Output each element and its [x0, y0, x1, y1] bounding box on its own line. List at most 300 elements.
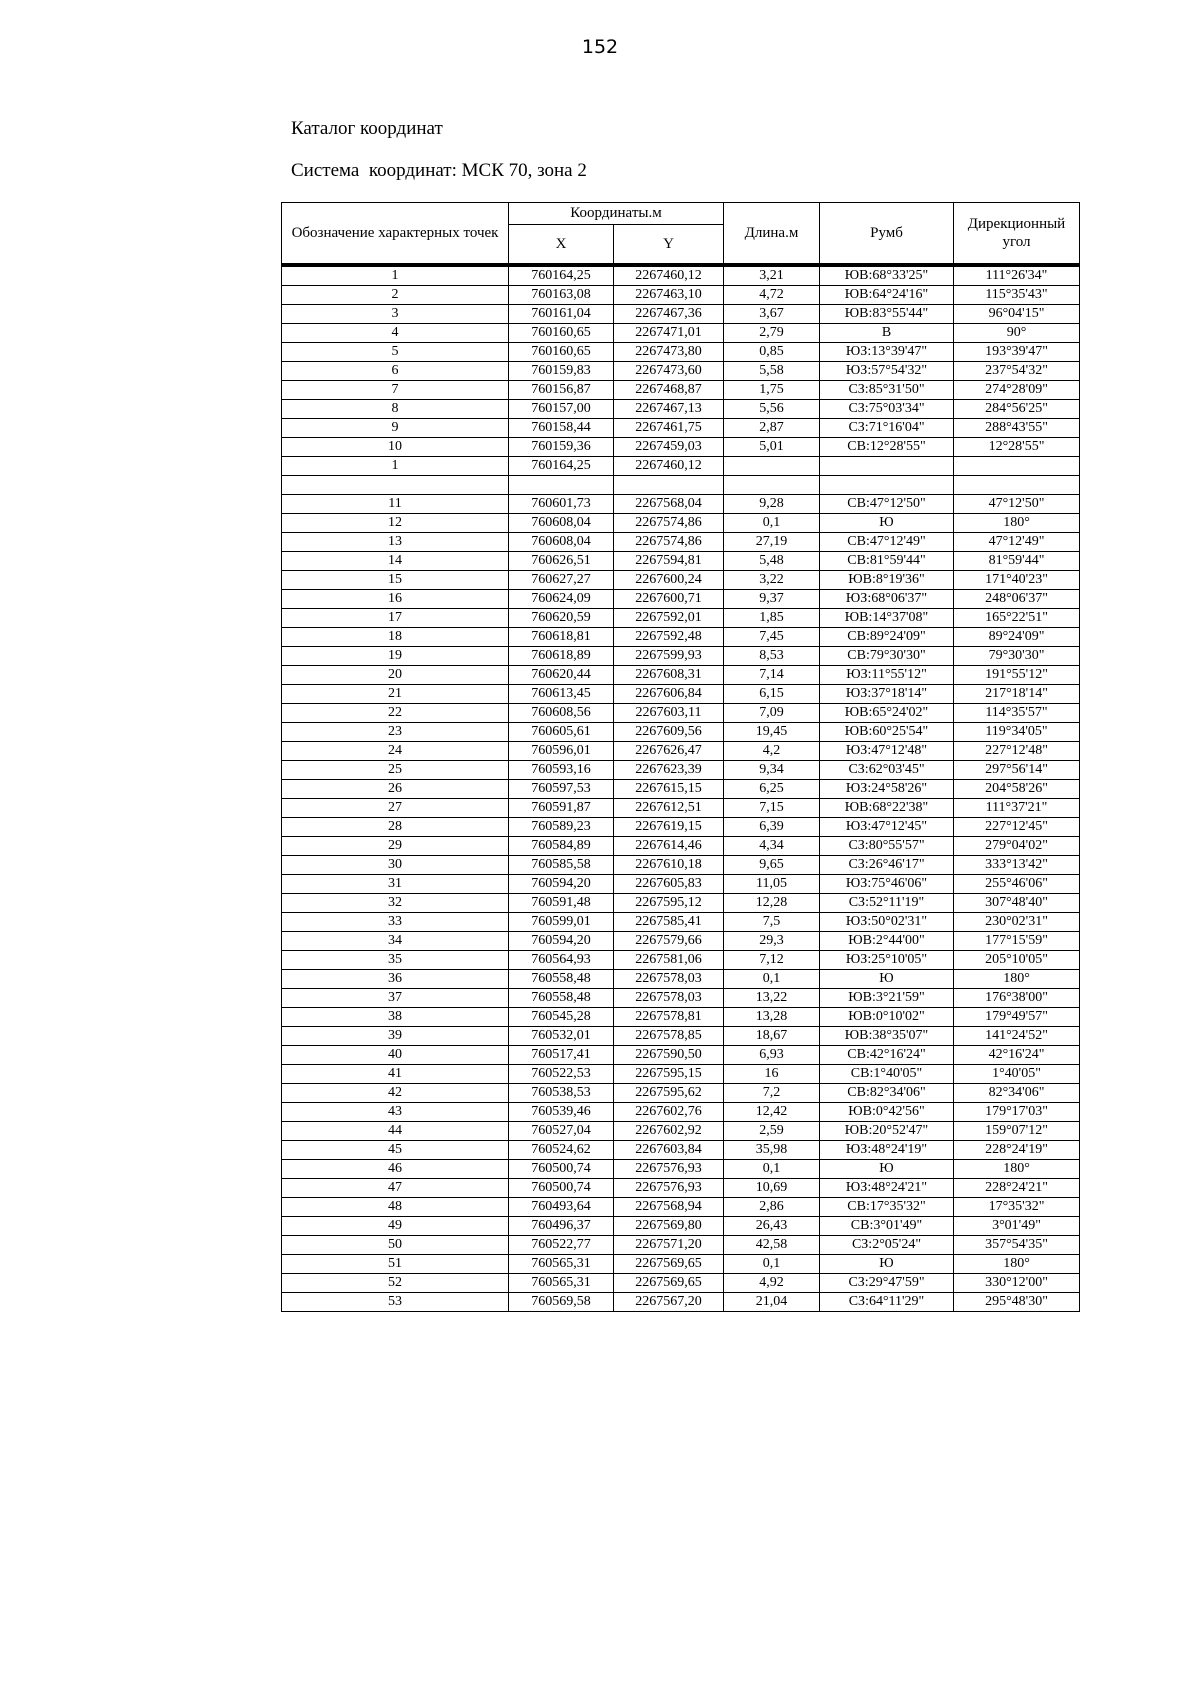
table-row: [282, 457, 1080, 476]
cell-y: 2267608,31: [614, 666, 724, 685]
cell-angle: 81°59'44": [954, 552, 1080, 571]
cell-rumb: ЮВ:65°24'02": [820, 704, 954, 723]
cell-x: 760500,74: [509, 1160, 614, 1179]
cell-y: 2267569,65: [614, 1274, 724, 1293]
table-row: [282, 495, 1080, 514]
cell-point: 42: [282, 1084, 509, 1103]
cell-x: 760585,58: [509, 856, 614, 875]
table-row: [282, 400, 1080, 419]
cell-rumb: СВ:42°16'24": [820, 1046, 954, 1065]
cell-x: 760627,27: [509, 571, 614, 590]
cell-x: 760157,00: [509, 400, 614, 419]
cell-angle: 171°40'23": [954, 571, 1080, 590]
table-row: [282, 647, 1080, 666]
cell-x: 760164,25: [509, 457, 614, 476]
cell-angle: 17°35'32": [954, 1198, 1080, 1217]
cell-angle: 279°04'02": [954, 837, 1080, 856]
cell-x: 760594,20: [509, 932, 614, 951]
cell-length: 9,28: [724, 495, 820, 514]
table-row: [282, 761, 1080, 780]
table-row: [282, 533, 1080, 552]
cell-point: 16: [282, 590, 509, 609]
cell-length: 5,56: [724, 400, 820, 419]
cell-angle: 47°12'49": [954, 533, 1080, 552]
cell-x: 760500,74: [509, 1179, 614, 1198]
cell-angle: 165°22'51": [954, 609, 1080, 628]
table-row: [282, 1046, 1080, 1065]
table-row: [282, 951, 1080, 970]
cell-point: 24: [282, 742, 509, 761]
cell-y: 2267459,03: [614, 438, 724, 457]
table-row: [282, 723, 1080, 742]
cell-y: 2267574,86: [614, 533, 724, 552]
cell-point: 18: [282, 628, 509, 647]
cell-rumb: СЗ:2°05'24": [820, 1236, 954, 1255]
cell-x: 760596,01: [509, 742, 614, 761]
cell-length: 9,37: [724, 590, 820, 609]
cell-y: 2267623,39: [614, 761, 724, 780]
cell-length: 3,67: [724, 305, 820, 324]
cell-length: 9,34: [724, 761, 820, 780]
cell-x: [509, 476, 614, 495]
cell-point: 3: [282, 305, 509, 324]
cell-x: 760599,01: [509, 913, 614, 932]
cell-rumb: ЮЗ:37°18'14": [820, 685, 954, 704]
cell-x: 760558,48: [509, 989, 614, 1008]
cell-rumb: СВ:3°01'49": [820, 1217, 954, 1236]
cell-y: 2267610,18: [614, 856, 724, 875]
cell-rumb: СВ:81°59'44": [820, 552, 954, 571]
table-row: [282, 1160, 1080, 1179]
cell-rumb: ЮЗ:57°54'32": [820, 362, 954, 381]
cell-length: 5,48: [724, 552, 820, 571]
cell-rumb: ЮЗ:50°02'31": [820, 913, 954, 932]
cell-length: 4,2: [724, 742, 820, 761]
cell-y: 2267605,83: [614, 875, 724, 894]
cell-point: 46: [282, 1160, 509, 1179]
cell-length: 4,34: [724, 837, 820, 856]
cell-y: 2267595,62: [614, 1084, 724, 1103]
table-row: [282, 514, 1080, 533]
table-row: [282, 666, 1080, 685]
cell-length: 1,85: [724, 609, 820, 628]
cell-point: 37: [282, 989, 509, 1008]
cell-point: 40: [282, 1046, 509, 1065]
cell-point: 51: [282, 1255, 509, 1274]
cell-rumb: ЮВ:60°25'54": [820, 723, 954, 742]
cell-point: 1: [282, 267, 509, 286]
cell-y: 2267602,76: [614, 1103, 724, 1122]
header-coordinates: Координаты.м: [509, 203, 724, 225]
cell-angle: 180°: [954, 514, 1080, 533]
cell-rumb: ЮЗ:11°55'12": [820, 666, 954, 685]
cell-rumb: [820, 457, 954, 476]
cell-rumb: СЗ:85°31'50": [820, 381, 954, 400]
cell-y: 2267599,93: [614, 647, 724, 666]
cell-point: 1: [282, 457, 509, 476]
cell-rumb: ЮВ:3°21'59": [820, 989, 954, 1008]
cell-angle: 90°: [954, 324, 1080, 343]
cell-angle: 89°24'09": [954, 628, 1080, 647]
cell-point: 48: [282, 1198, 509, 1217]
cell-x: 760569,58: [509, 1293, 614, 1312]
cell-x: 760493,64: [509, 1198, 614, 1217]
cell-x: 760626,51: [509, 552, 614, 571]
cell-rumb: ЮЗ:75°46'06": [820, 875, 954, 894]
cell-point: 47: [282, 1179, 509, 1198]
cell-rumb: ЮЗ:47°12'45": [820, 818, 954, 837]
table-row: [282, 1293, 1080, 1312]
cell-rumb: Ю: [820, 970, 954, 989]
table-row: [282, 419, 1080, 438]
table-row: [282, 970, 1080, 989]
cell-point: 4: [282, 324, 509, 343]
cell-y: 2267606,84: [614, 685, 724, 704]
cell-y: 2267568,94: [614, 1198, 724, 1217]
cell-length: 0,1: [724, 514, 820, 533]
cell-y: 2267579,66: [614, 932, 724, 951]
page-number: 152: [581, 36, 619, 58]
cell-point: 39: [282, 1027, 509, 1046]
cell-rumb: СЗ:64°11'29": [820, 1293, 954, 1312]
cell-point: 21: [282, 685, 509, 704]
cell-length: 7,09: [724, 704, 820, 723]
cell-angle: 79°30'30": [954, 647, 1080, 666]
cell-angle: 180°: [954, 1160, 1080, 1179]
cell-angle: 284°56'25": [954, 400, 1080, 419]
cell-length: 7,45: [724, 628, 820, 647]
cell-length: 0,1: [724, 970, 820, 989]
cell-x: 760620,59: [509, 609, 614, 628]
cell-rumb: [820, 476, 954, 495]
cell-rumb: СЗ:29°47'59": [820, 1274, 954, 1293]
cell-y: 2267600,24: [614, 571, 724, 590]
cell-y: 2267600,71: [614, 590, 724, 609]
cell-y: 2267614,46: [614, 837, 724, 856]
cell-angle: 179°49'57": [954, 1008, 1080, 1027]
cell-length: 2,79: [724, 324, 820, 343]
table-row: [282, 552, 1080, 571]
cell-y: 2267574,86: [614, 514, 724, 533]
table-body: [282, 265, 1080, 1312]
cell-x: 760589,23: [509, 818, 614, 837]
cell-angle: 159°07'12": [954, 1122, 1080, 1141]
cell-point: 23: [282, 723, 509, 742]
cell-angle: 12°28'55": [954, 438, 1080, 457]
cell-angle: 180°: [954, 970, 1080, 989]
cell-rumb: СЗ:71°16'04": [820, 419, 954, 438]
cell-point: 13: [282, 533, 509, 552]
cell-x: 760605,61: [509, 723, 614, 742]
cell-point: 12: [282, 514, 509, 533]
cell-point: 17: [282, 609, 509, 628]
cell-x: 760160,65: [509, 343, 614, 362]
table-row: [282, 324, 1080, 343]
cell-angle: 176°38'00": [954, 989, 1080, 1008]
cell-x: 760545,28: [509, 1008, 614, 1027]
cell-point: 32: [282, 894, 509, 913]
cell-point: 14: [282, 552, 509, 571]
table-row: [282, 590, 1080, 609]
cell-x: 760620,44: [509, 666, 614, 685]
table-row: [282, 362, 1080, 381]
cell-x: 760522,53: [509, 1065, 614, 1084]
table-row: [282, 476, 1080, 495]
table-row: [282, 343, 1080, 362]
cell-y: 2267626,47: [614, 742, 724, 761]
cell-x: 760496,37: [509, 1217, 614, 1236]
cell-point: 35: [282, 951, 509, 970]
cell-length: 7,14: [724, 666, 820, 685]
cell-rumb: СЗ:80°55'57": [820, 837, 954, 856]
table-row: [282, 799, 1080, 818]
cell-angle: 217°18'14": [954, 685, 1080, 704]
cell-length: 6,93: [724, 1046, 820, 1065]
cell-rumb: ЮВ:64°24'16": [820, 286, 954, 305]
cell-y: 2267578,03: [614, 970, 724, 989]
table-row: [282, 438, 1080, 457]
cell-length: 6,39: [724, 818, 820, 837]
catalog-title: Каталог координат: [291, 118, 443, 139]
cell-angle: 330°12'00": [954, 1274, 1080, 1293]
cell-y: 2267590,50: [614, 1046, 724, 1065]
cell-rumb: СЗ:75°03'34": [820, 400, 954, 419]
cell-length: 27,19: [724, 533, 820, 552]
cell-y: 2267609,56: [614, 723, 724, 742]
cell-angle: 3°01'49": [954, 1217, 1080, 1236]
table-row: [282, 894, 1080, 913]
cell-x: 760524,62: [509, 1141, 614, 1160]
cell-rumb: Ю: [820, 514, 954, 533]
cell-point: 5: [282, 343, 509, 362]
cell-angle: 179°17'03": [954, 1103, 1080, 1122]
cell-angle: 357°54'35": [954, 1236, 1080, 1255]
cell-rumb: ЮЗ:24°58'26": [820, 780, 954, 799]
cell-length: 1,75: [724, 381, 820, 400]
cell-length: 2,86: [724, 1198, 820, 1217]
cell-rumb: В: [820, 324, 954, 343]
cell-angle: 111°37'21": [954, 799, 1080, 818]
cell-point: 9: [282, 419, 509, 438]
cell-x: 760591,87: [509, 799, 614, 818]
cell-angle: 42°16'24": [954, 1046, 1080, 1065]
cell-y: 2267612,51: [614, 799, 724, 818]
cell-point: 6: [282, 362, 509, 381]
cell-point: 50: [282, 1236, 509, 1255]
cell-rumb: СВ:89°24'09": [820, 628, 954, 647]
table-row: [282, 305, 1080, 324]
cell-rumb: СВ:79°30'30": [820, 647, 954, 666]
cell-angle: 96°04'15": [954, 305, 1080, 324]
cell-y: 2267473,80: [614, 343, 724, 362]
cell-length: 8,53: [724, 647, 820, 666]
cell-point: 26: [282, 780, 509, 799]
cell-rumb: ЮЗ:47°12'48": [820, 742, 954, 761]
table-row: [282, 609, 1080, 628]
table-row: [282, 704, 1080, 723]
cell-y: 2267581,06: [614, 951, 724, 970]
cell-point: 43: [282, 1103, 509, 1122]
table-row: [282, 1198, 1080, 1217]
cell-y: 2267471,01: [614, 324, 724, 343]
cell-x: 760584,89: [509, 837, 614, 856]
cell-length: [724, 476, 820, 495]
cell-y: 2267567,20: [614, 1293, 724, 1312]
cell-angle: 228°24'21": [954, 1179, 1080, 1198]
cell-y: 2267603,84: [614, 1141, 724, 1160]
cell-length: 6,15: [724, 685, 820, 704]
cell-x: 760527,04: [509, 1122, 614, 1141]
table-row: [282, 1027, 1080, 1046]
cell-x: 760532,01: [509, 1027, 614, 1046]
cell-y: 2267461,75: [614, 419, 724, 438]
cell-angle: 237°54'32": [954, 362, 1080, 381]
cell-x: 760601,73: [509, 495, 614, 514]
cell-angle: 191°55'12": [954, 666, 1080, 685]
table-header: [282, 203, 1080, 265]
cell-y: 2267460,12: [614, 457, 724, 476]
cell-point: 10: [282, 438, 509, 457]
cell-rumb: ЮВ:8°19'36": [820, 571, 954, 590]
table-row: [282, 1274, 1080, 1293]
table-row: [282, 1179, 1080, 1198]
cell-y: 2267463,10: [614, 286, 724, 305]
cell-length: 13,22: [724, 989, 820, 1008]
cell-rumb: СВ:12°28'55": [820, 438, 954, 457]
cell-x: 760608,56: [509, 704, 614, 723]
cell-x: 760593,16: [509, 761, 614, 780]
cell-angle: 288°43'55": [954, 419, 1080, 438]
cell-x: 760618,81: [509, 628, 614, 647]
cell-angle: 111°26'34": [954, 267, 1080, 286]
cell-y: 2267592,01: [614, 609, 724, 628]
cell-y: 2267594,81: [614, 552, 724, 571]
header-angle: Дирекционный угол: [954, 203, 1080, 265]
table-row: [282, 685, 1080, 704]
cell-rumb: СВ:47°12'50": [820, 495, 954, 514]
cell-x: 760564,93: [509, 951, 614, 970]
cell-point: 30: [282, 856, 509, 875]
cell-angle: 307°48'40": [954, 894, 1080, 913]
cell-rumb: ЮВ:14°37'08": [820, 609, 954, 628]
cell-length: 19,45: [724, 723, 820, 742]
cell-length: 21,04: [724, 1293, 820, 1312]
cell-point: 45: [282, 1141, 509, 1160]
cell-y: 2267615,15: [614, 780, 724, 799]
cell-angle: 297°56'14": [954, 761, 1080, 780]
cell-angle: 230°02'31": [954, 913, 1080, 932]
cell-rumb: ЮВ:38°35'07": [820, 1027, 954, 1046]
cell-rumb: ЮВ:20°52'47": [820, 1122, 954, 1141]
cell-angle: 227°12'48": [954, 742, 1080, 761]
cell-rumb: ЮВ:83°55'44": [820, 305, 954, 324]
table-row: [282, 837, 1080, 856]
cell-angle: 180°: [954, 1255, 1080, 1274]
cell-length: 18,67: [724, 1027, 820, 1046]
cell-point: 41: [282, 1065, 509, 1084]
cell-point: 19: [282, 647, 509, 666]
cell-length: [724, 457, 820, 476]
table-row: [282, 286, 1080, 305]
cell-rumb: ЮВ:2°44'00": [820, 932, 954, 951]
cell-length: 6,25: [724, 780, 820, 799]
coordinate-system-label: Система координат: МСК 70, зона 2: [291, 160, 587, 181]
cell-y: 2267595,12: [614, 894, 724, 913]
cell-point: 25: [282, 761, 509, 780]
cell-point: 38: [282, 1008, 509, 1027]
cell-x: 760158,44: [509, 419, 614, 438]
cell-x: 760159,83: [509, 362, 614, 381]
table-row: [282, 1217, 1080, 1236]
cell-length: 5,01: [724, 438, 820, 457]
cell-y: 2267460,12: [614, 267, 724, 286]
cell-rumb: СВ:82°34'06": [820, 1084, 954, 1103]
cell-length: 4,92: [724, 1274, 820, 1293]
cell-y: 2267578,03: [614, 989, 724, 1008]
table-row: [282, 1008, 1080, 1027]
cell-x: 760613,45: [509, 685, 614, 704]
cell-x: 760624,09: [509, 590, 614, 609]
cell-length: 7,5: [724, 913, 820, 932]
cell-x: 760597,53: [509, 780, 614, 799]
cell-point: 49: [282, 1217, 509, 1236]
cell-point: [282, 476, 509, 495]
header-y: Y: [614, 225, 724, 265]
cell-angle: 333°13'42": [954, 856, 1080, 875]
cell-angle: 274°28'09": [954, 381, 1080, 400]
table-row: [282, 1141, 1080, 1160]
table-row: [282, 856, 1080, 875]
cell-x: 760608,04: [509, 514, 614, 533]
cell-rumb: СЗ:52°11'19": [820, 894, 954, 913]
table-row: [282, 1065, 1080, 1084]
cell-angle: 114°35'57": [954, 704, 1080, 723]
cell-point: 7: [282, 381, 509, 400]
cell-length: 2,59: [724, 1122, 820, 1141]
cell-y: 2267467,13: [614, 400, 724, 419]
cell-y: 2267473,60: [614, 362, 724, 381]
cell-x: 760517,41: [509, 1046, 614, 1065]
cell-point: 2: [282, 286, 509, 305]
cell-angle: 248°06'37": [954, 590, 1080, 609]
cell-x: 760594,20: [509, 875, 614, 894]
table-row: [282, 932, 1080, 951]
cell-rumb: ЮЗ:48°24'21": [820, 1179, 954, 1198]
cell-y: 2267576,93: [614, 1179, 724, 1198]
table-row: [282, 989, 1080, 1008]
cell-length: 10,69: [724, 1179, 820, 1198]
cell-x: 760618,89: [509, 647, 614, 666]
cell-y: 2267571,20: [614, 1236, 724, 1255]
cell-point: 20: [282, 666, 509, 685]
cell-x: 760591,48: [509, 894, 614, 913]
cell-length: 5,58: [724, 362, 820, 381]
cell-x: 760160,65: [509, 324, 614, 343]
header-length: Длина.м: [724, 203, 820, 265]
cell-angle: 295°48'30": [954, 1293, 1080, 1312]
cell-length: 13,28: [724, 1008, 820, 1027]
cell-rumb: ЮЗ:48°24'19": [820, 1141, 954, 1160]
cell-y: 2267578,85: [614, 1027, 724, 1046]
cell-x: 760558,48: [509, 970, 614, 989]
cell-y: 2267569,65: [614, 1255, 724, 1274]
cell-angle: 227°12'45": [954, 818, 1080, 837]
cell-x: 760163,08: [509, 286, 614, 305]
cell-x: 760539,46: [509, 1103, 614, 1122]
cell-angle: 204°58'26": [954, 780, 1080, 799]
cell-angle: 82°34'06": [954, 1084, 1080, 1103]
cell-point: 36: [282, 970, 509, 989]
